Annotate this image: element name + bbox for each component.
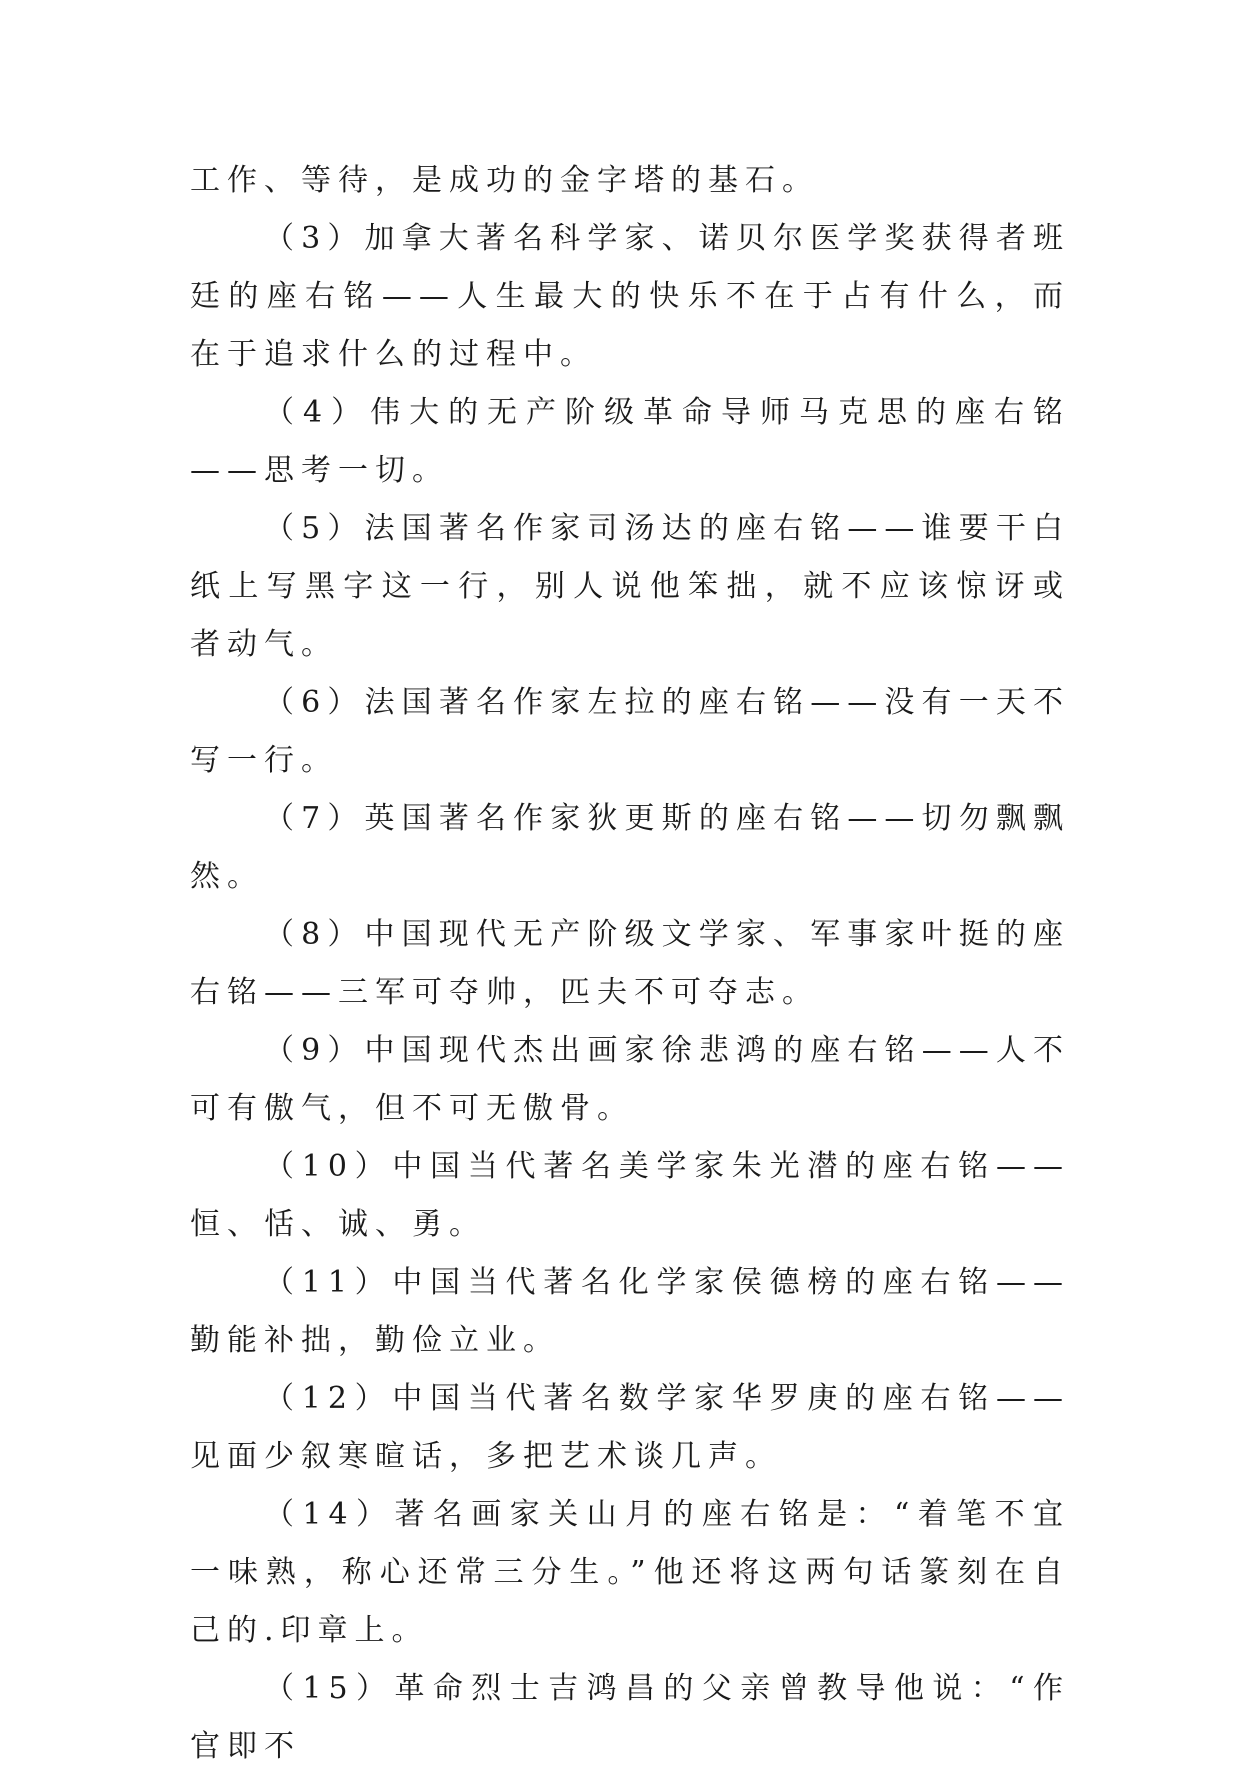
- paragraph-motto-11: （11）中国当代著名化学家侯德榜的座右铭——勤能补拙，勤俭立业。: [190, 1265, 1070, 1358]
- paragraph-motto-15: （15）革命烈士吉鸿昌的父亲曾教导他说：“作官即不: [190, 1671, 1070, 1764]
- paragraph-motto-7: （7）英国著名作家狄更斯的座右铭——切勿飘飘然。: [190, 801, 1070, 894]
- paragraph-motto-5: （5）法国著名作家司汤达的座右铭——谁要干白纸上写黑字这一行，别人说他笨拙，就不应该惊讶或者动气。: [190, 511, 1070, 662]
- paragraph-continuation: 工作、等待，是成功的金字塔的基石。: [190, 163, 819, 198]
- paragraph-motto-12: （12）中国当代著名数学家华罗庚的座右铭——见面少叙寒暄话，多把艺术谈几声。: [190, 1381, 1070, 1474]
- paragraph-motto-14: （14）著名画家关山月的座右铭是：“着笔不宜一味熟，称心还常三分生。”他还将这两句话篆刻在自己的.印章上。: [190, 1497, 1070, 1648]
- paragraph-motto-4: （4）伟大的无产阶级革命导师马克思的座右铭——思考一切。: [190, 395, 1070, 488]
- paragraph-motto-8: （8）中国现代无产阶级文学家、军事家叶挺的座右铭——三军可夺帅，匹夫不可夺志。: [190, 917, 1070, 1010]
- paragraph-motto-9: （9）中国现代杰出画家徐悲鸿的座右铭——人不可有傲气，但不可无傲骨。: [190, 1033, 1070, 1126]
- paragraph-motto-6: （6）法国著名作家左拉的座右铭——没有一天不写一行。: [190, 685, 1070, 778]
- paragraph-motto-10: （10）中国当代著名美学家朱光潜的座右铭——恒、恬、诚、勇。: [190, 1149, 1070, 1242]
- document-body: [190, 152, 1070, 1776]
- paragraph-motto-3: （3）加拿大著名科学家、诺贝尔医学奖获得者班廷的座右铭——人生最大的快乐不在于占有什么，而在于追求什么的过程中。: [190, 221, 1070, 372]
